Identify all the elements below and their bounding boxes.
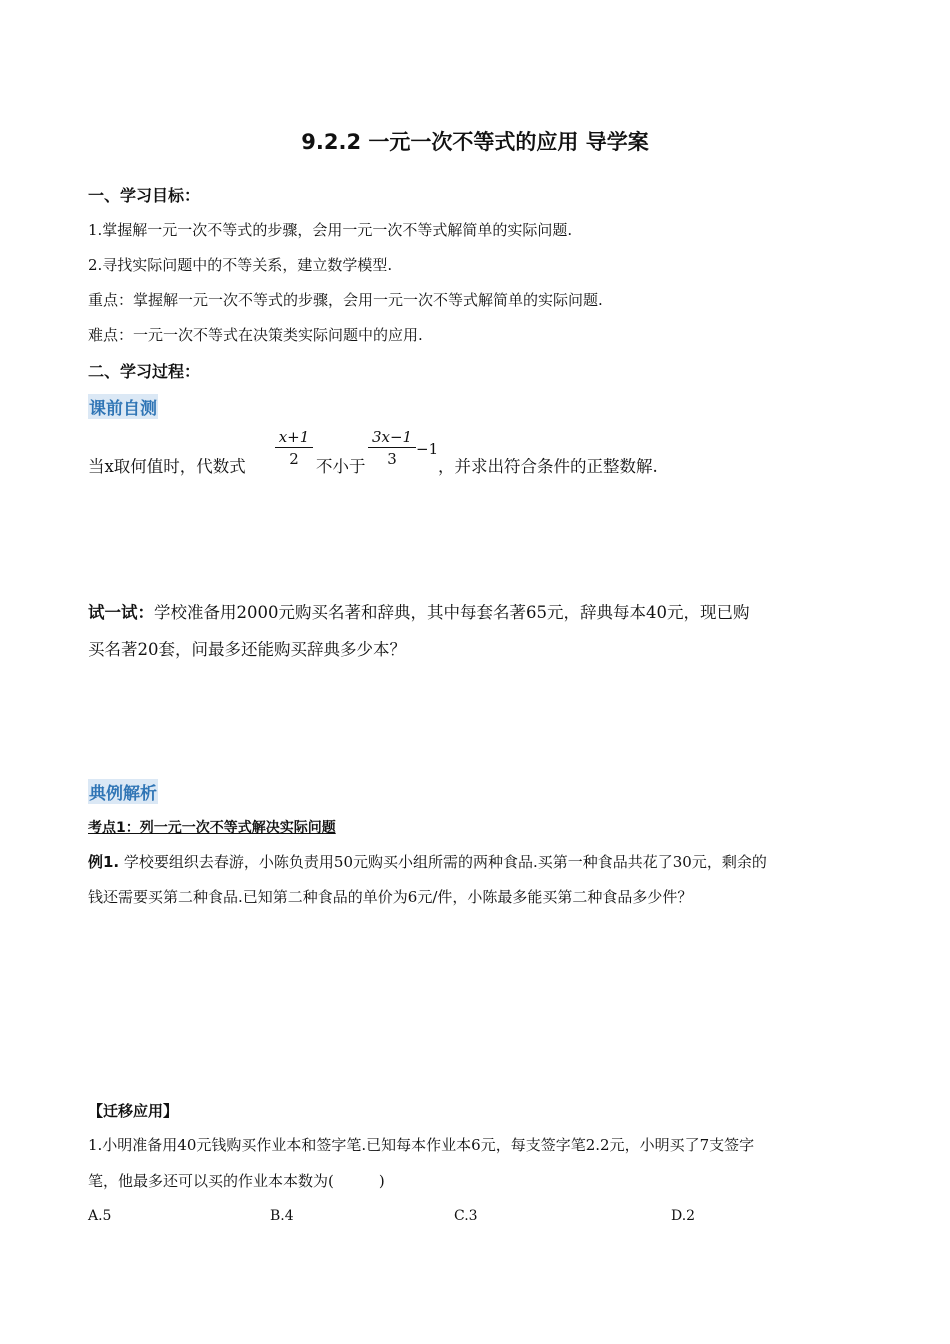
example-1-line-2: 钱还需要买第二种食品.已知第二种食品的单价为6元/件，小陈最多能买第二种食品多少件？ [88, 888, 693, 906]
fraction-1-numerator: x+1 [278, 428, 310, 446]
fraction-1 [275, 428, 313, 468]
page-title: 9.2.2 一元一次不等式的应用 导学案 [301, 130, 649, 154]
choice-c: C.3 [454, 1208, 478, 1224]
fraction-1-bar [275, 447, 313, 448]
section-heading-goals: 一、学习目标： [88, 186, 201, 205]
try-line-2: 买名著20套，问最多还能购买辞典多少本？ [88, 640, 406, 659]
transfer-q1-line-2: 笔，他最多还可以买的作业本本数为( ) [88, 1172, 385, 1190]
example-1-text-1: 学校要组织去春游，小陈负责用50元购买小组所需的两种食品.买第一种食品共花了30元，剩余的 [119, 853, 767, 871]
choice-a: A.5 [88, 1208, 112, 1224]
example-1-label: 例1. [88, 853, 120, 871]
fraction-2-numerator: 3x−1 [371, 428, 413, 446]
key-point: 重点：掌握解一元一次不等式的步骤，会用一元一次不等式解简单的实际问题. [88, 291, 603, 309]
minus-one: −1 [416, 440, 439, 458]
choice-d: D.2 [671, 1208, 696, 1224]
pretest-heading: 课前自测 [88, 394, 158, 419]
transfer-q1-line-1: 1.小明准备用40元钱购买作业本和签字笔.已知每本作业本6元，每支签字笔2.2元，小明买了7支签字 [88, 1136, 755, 1154]
try-text-1: 学校准备用2000元购买名著和辞典，其中每套名著65元，辞典每本40元，现已购 [154, 603, 750, 622]
fraction-1-denominator: 2 [289, 450, 299, 468]
pretest-text-1: 当x取何值时，代数式 [88, 457, 246, 476]
example-1-line-1 [88, 851, 767, 872]
pretest-text-2: 不小于 [316, 457, 366, 476]
section-heading-process: 二、学习过程： [88, 362, 201, 381]
goal-item-1: 1.掌握解一元一次不等式的步骤，会用一元一次不等式解简单的实际问题. [88, 221, 573, 239]
kaodian-1: 考点1：列一元一次不等式解决实际问题 [88, 820, 336, 836]
fraction-2 [368, 428, 416, 468]
transfer-heading: 【迁移应用】 [88, 1102, 179, 1120]
goal-item-2: 2.寻找实际问题中的不等关系，建立数学模型. [88, 256, 393, 274]
fraction-2-bar [368, 447, 416, 448]
examples-heading: 典例解析 [88, 779, 158, 804]
try-line-1 [88, 599, 749, 623]
pretest-text-3: ，并求出符合条件的正整数解. [438, 457, 658, 476]
difficulty-point: 难点：一元一次不等式在决策类实际问题中的应用. [88, 326, 423, 344]
fraction-2-denominator: 3 [387, 450, 397, 468]
try-label: 试一试： [88, 603, 154, 622]
choice-b: B.4 [270, 1208, 294, 1224]
